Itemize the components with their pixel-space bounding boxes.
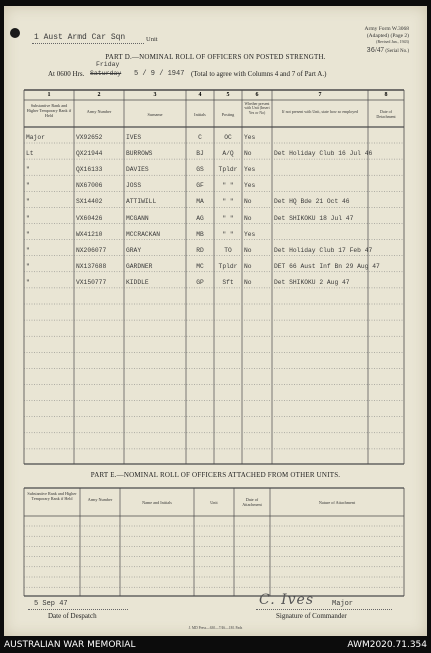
form-id-line1: Army Form W.3068	[364, 26, 409, 32]
despatch-date: 5 Sep 47	[34, 600, 68, 608]
cell-present: No	[244, 198, 252, 206]
cell-rank: "	[26, 214, 30, 222]
cell-employed: Det Holiday Club 17 Feb 47	[274, 246, 373, 254]
cell-surname: GARDNER	[126, 262, 153, 270]
form-page	[4, 6, 427, 636]
col-number-8: 8	[384, 92, 388, 98]
cell-present: Yes	[244, 230, 256, 238]
part-e-title: PART E.—NOMINAL ROLL OF OFFICERS ATTACHED FROM OTHER UNITS.	[90, 471, 341, 479]
archive-reference: AWM2020.71.354	[347, 640, 427, 650]
despatch-label: Date of Despatch	[48, 612, 97, 620]
cell-employed: Det SHIKOKU 2 Aug 47	[274, 278, 350, 286]
header-surname: Surname	[147, 112, 163, 117]
cell-present: No	[244, 246, 252, 254]
table-row	[4, 263, 427, 273]
date-value: 5 / 9 / 1947	[134, 70, 185, 78]
cell-present: No	[244, 278, 252, 286]
unit-value: 1 Aust Armd Car Sqn	[34, 33, 126, 42]
cell-number: SX14402	[76, 198, 103, 206]
table-row	[4, 247, 427, 257]
cell-posting: Tpldr	[218, 262, 238, 270]
col-number-3: 3	[153, 92, 157, 98]
e-header-unit: Unit	[210, 500, 218, 505]
archive-name: AUSTRALIAN WAR MEMORIAL	[4, 640, 136, 650]
archive-footer	[0, 636, 431, 653]
cell-number: QX21944	[76, 150, 103, 158]
cell-posting: " "	[222, 198, 234, 206]
cell-posting: " "	[222, 182, 234, 190]
at-label: At 0600 Hrs.	[48, 70, 85, 78]
cell-posting: " "	[222, 230, 234, 238]
cell-surname: IVES	[126, 134, 142, 141]
e-header-name: Name and Initials	[142, 500, 172, 505]
serial-year: /47	[374, 46, 384, 54]
cell-number: WX41210	[76, 230, 103, 238]
cell-rank: Lt	[26, 150, 34, 158]
part-d-grid	[4, 6, 427, 636]
col-number-5: 5	[226, 92, 230, 98]
table-row	[4, 279, 427, 289]
cell-surname: DAVIES	[126, 166, 149, 174]
despatch-underline	[28, 609, 128, 610]
part-d-title: PART D.—NOMINAL ROLL OF OFFICERS ON POSTED STRENGTH.	[105, 53, 326, 61]
cell-surname: KIDDLE	[126, 278, 149, 286]
cell-initials: GP	[196, 278, 204, 286]
col-number-6: 6	[255, 92, 259, 98]
table-row	[4, 166, 427, 176]
table-row	[4, 231, 427, 241]
cell-posting: Tpldr	[218, 166, 238, 174]
cell-rank: "	[26, 262, 30, 270]
cell-posting: A/Q	[222, 150, 234, 158]
cell-present: No	[244, 262, 252, 270]
cell-employed: Det Holiday Club 16 Jul 46	[274, 150, 373, 158]
table-row	[4, 134, 427, 144]
commander-signature: C. Ives	[259, 592, 315, 608]
serial-label: (Serial No.)	[385, 49, 409, 54]
day-struck: Saturday	[90, 70, 122, 77]
header-employed: If not present with Unit, state how so employed	[281, 109, 359, 114]
header-detachment-date: Date of Detachment	[376, 109, 396, 119]
cell-employed: Det HQ Bde 21 Oct 46	[274, 198, 350, 206]
cell-number: NX67006	[76, 182, 103, 190]
header-army-number: Army Number	[86, 109, 112, 114]
cell-rank: "	[26, 246, 30, 254]
cell-present: Yes	[244, 166, 256, 174]
cell-number: QX16133	[76, 166, 103, 174]
cell-surname: GRAY	[126, 246, 142, 254]
cell-rank: "	[26, 230, 30, 238]
header-posting: Posting	[221, 112, 235, 117]
signature-label: Signature of Commander	[276, 612, 347, 620]
printer-imprint: J. MD Press—630—7/46—1M. Pads	[188, 626, 243, 630]
cell-number: VX92652	[76, 134, 103, 141]
cell-present: No	[244, 150, 252, 158]
cell-posting: " "	[222, 214, 234, 222]
col-number-1: 1	[47, 92, 51, 98]
signature-rank: Major	[332, 600, 354, 608]
serial-value: 36	[366, 47, 375, 55]
cell-number: NX137688	[76, 262, 107, 270]
header-present: Whether present with Unit (Insert Yes or No)	[244, 102, 270, 115]
day-written: Friday	[96, 61, 120, 68]
cell-present: Yes	[244, 134, 256, 141]
cell-surname: MCCRACKAN	[126, 230, 161, 238]
cell-employed: DET 66 Aust Inf Bn 29 Aug 47	[274, 262, 380, 270]
e-header-army-number: Army Number	[87, 497, 113, 502]
cell-surname: MCGANN	[126, 214, 149, 222]
cell-number: NX206077	[76, 246, 107, 254]
header-initials: Initials	[194, 112, 206, 117]
cell-initials: C	[198, 134, 202, 141]
table-row	[4, 215, 427, 225]
cell-posting: Sft	[222, 278, 234, 286]
col-number-7: 7	[318, 92, 322, 98]
signature-underline	[256, 609, 392, 610]
cell-rank: "	[26, 198, 30, 206]
cell-initials: MC	[196, 262, 204, 270]
cell-posting: TO	[224, 246, 232, 254]
cell-initials: BJ	[196, 150, 204, 158]
cell-initials: RD	[196, 246, 204, 254]
table-row	[4, 182, 427, 192]
cell-present: Yes	[244, 182, 256, 190]
cell-surname: BURROWS	[126, 150, 153, 158]
cell-surname: ATTIWILL	[126, 198, 157, 206]
cell-rank: "	[26, 182, 30, 190]
unit-label: Unit	[146, 36, 158, 43]
cell-initials: GF	[196, 182, 204, 190]
cell-initials: GS	[196, 166, 204, 174]
cell-rank: "	[26, 166, 30, 174]
form-id-line3: (Revised Jan., 1943)	[376, 39, 409, 44]
cell-initials: AG	[196, 214, 204, 222]
total-note: (Total to agree with Columns 4 and 7 of Part A.)	[191, 70, 327, 78]
table-row	[4, 198, 427, 208]
cell-present: No	[244, 214, 252, 222]
cell-surname: JOSS	[126, 182, 142, 190]
e-header-nature: Nature of Attachment	[318, 500, 356, 505]
cell-initials: MA	[196, 198, 204, 206]
cell-posting: OC	[224, 134, 232, 141]
cell-number: VX150777	[76, 278, 107, 286]
header-rank: Substantive Rank and Higher Temporary Rank if Held	[26, 103, 72, 118]
e-header-attachment-date: Date of Attachment	[242, 497, 262, 507]
form-id-line2: (Adapted) (Page 2)	[366, 32, 409, 39]
col-number-2: 2	[97, 92, 101, 98]
cell-number: VX60426	[76, 214, 103, 222]
table-row	[4, 150, 427, 160]
e-header-rank: Substantive Rank and Higher Temporary Rank if Held	[27, 491, 77, 501]
cell-rank: "	[26, 278, 30, 286]
cell-employed: Det SHIKOKU 18 Jul 47	[274, 214, 354, 222]
cell-rank: Major	[26, 134, 45, 141]
col-number-4: 4	[198, 92, 202, 98]
cell-initials: MB	[196, 230, 204, 238]
